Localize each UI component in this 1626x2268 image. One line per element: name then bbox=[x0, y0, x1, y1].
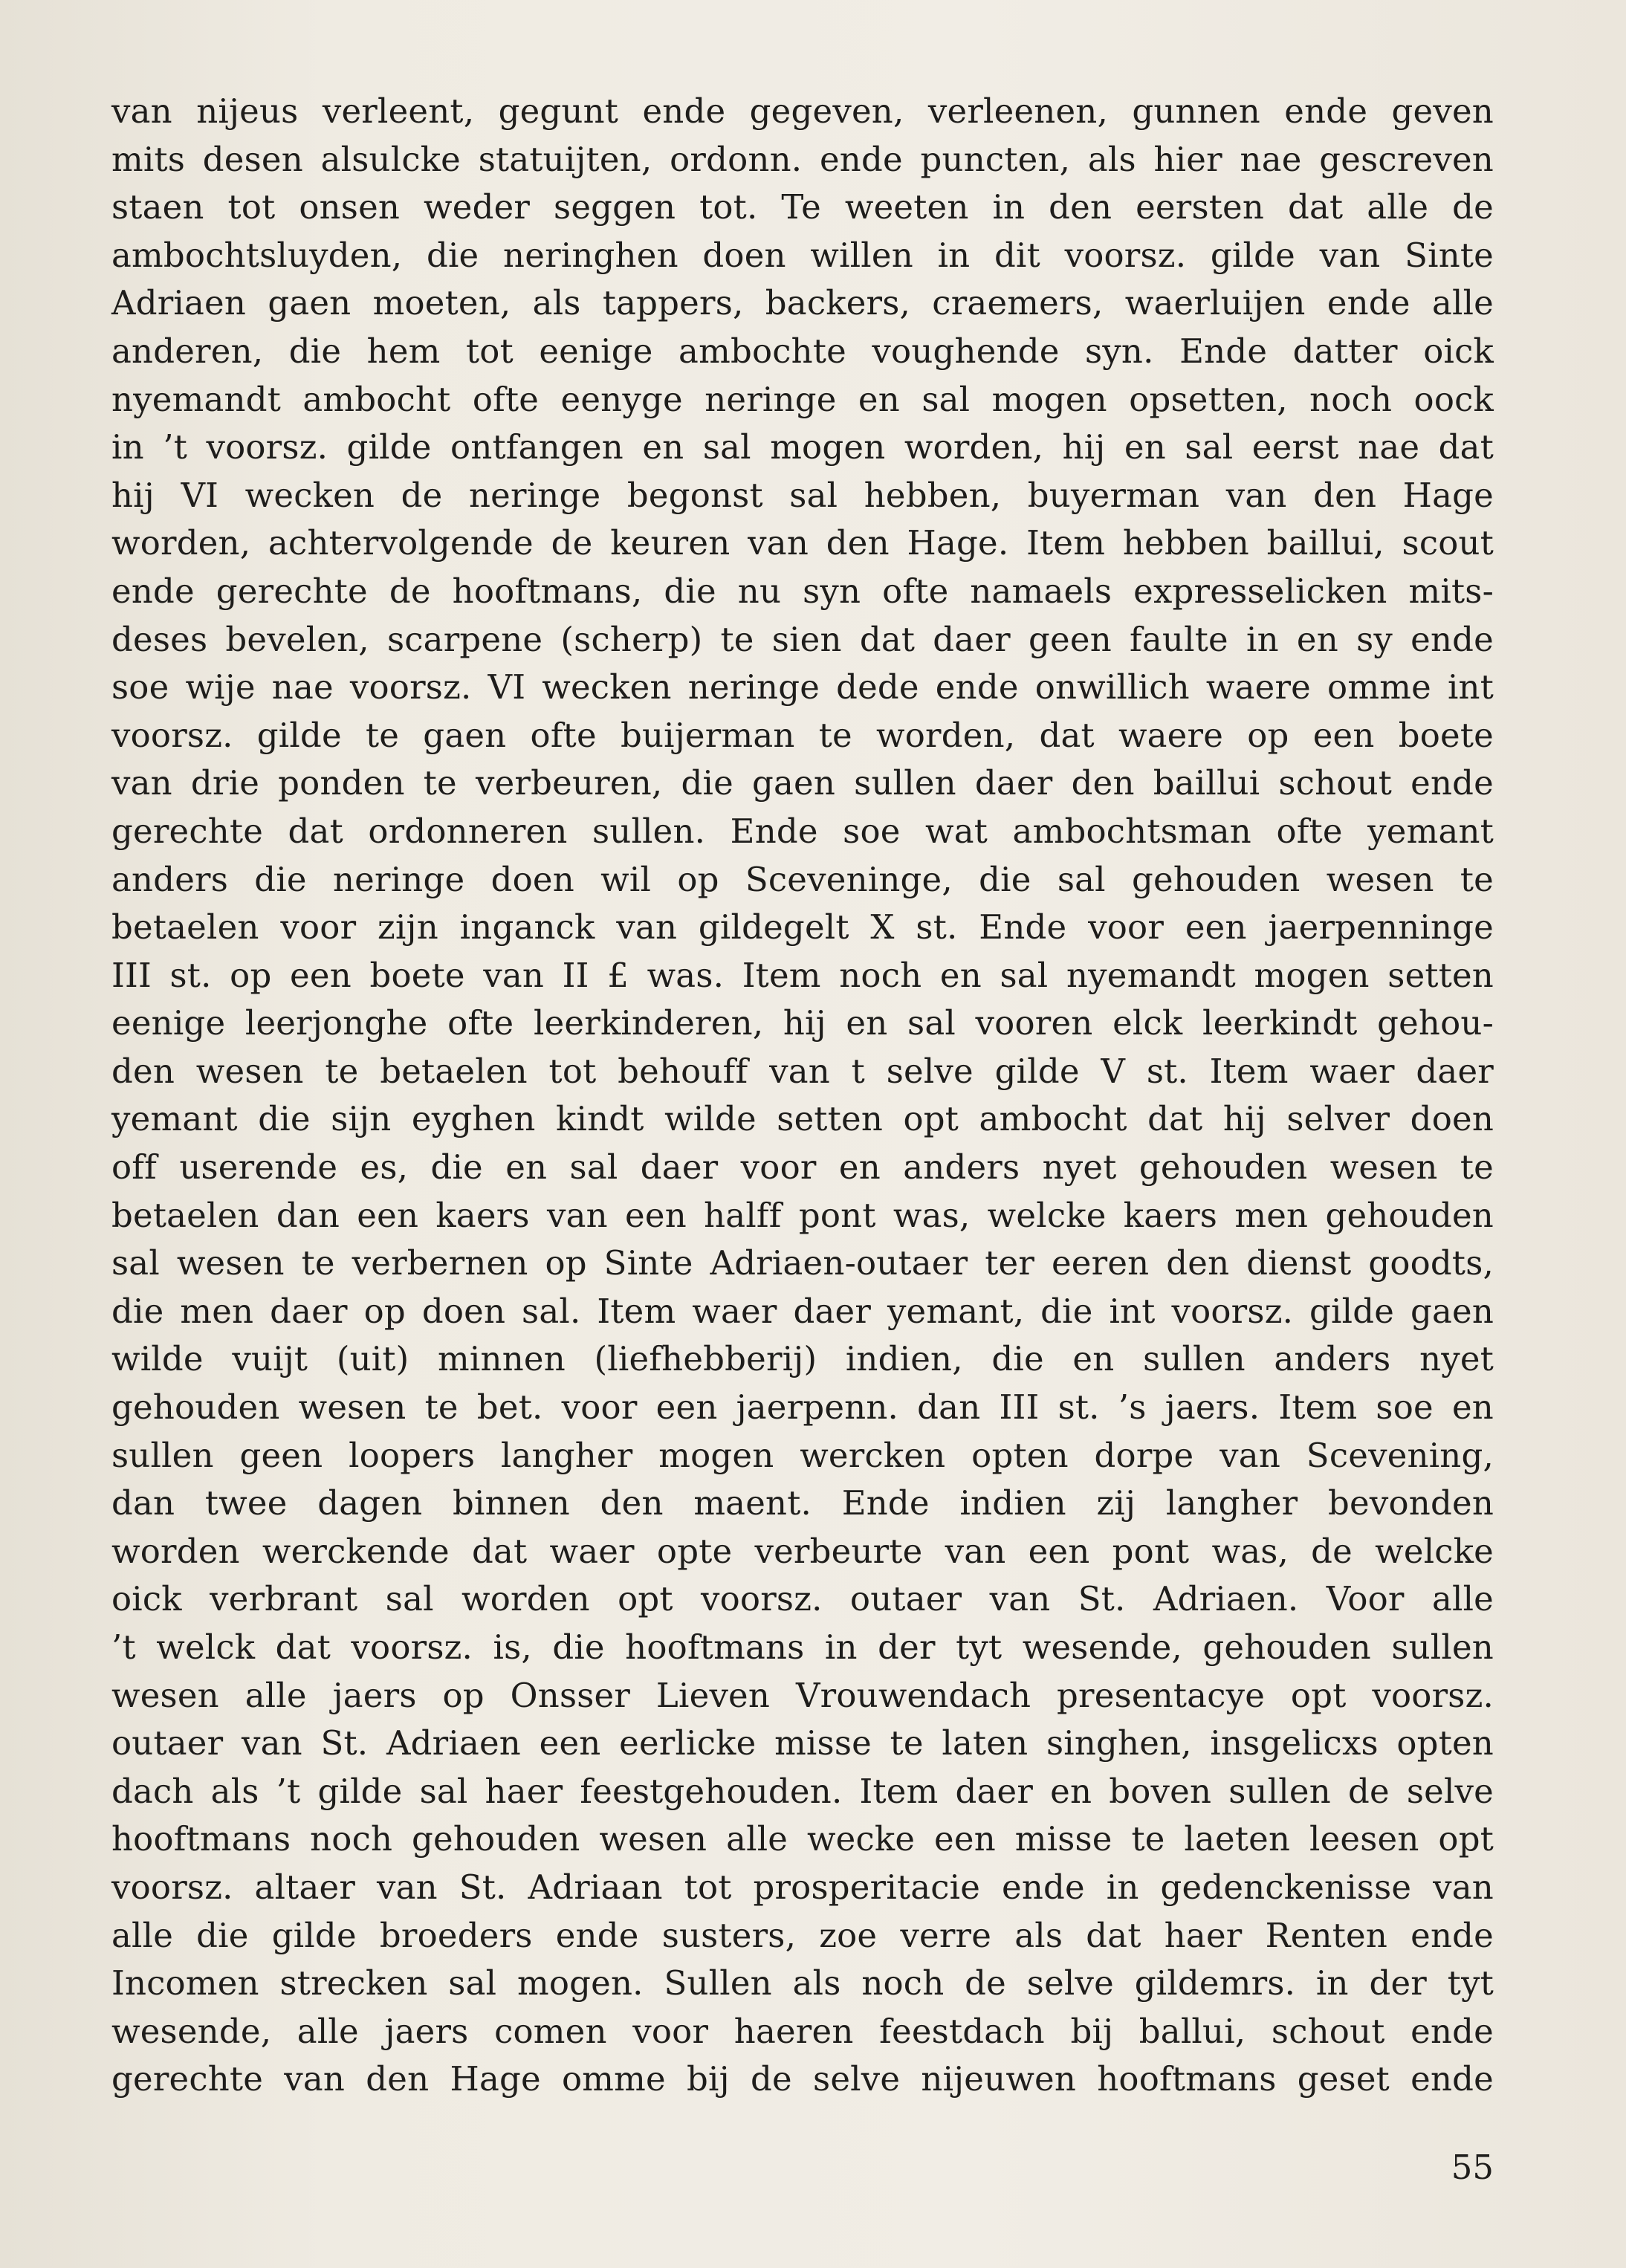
text-line: hij VI wecken de neringe begonst sal hebben, buyerman van den Hage bbox=[111, 475, 1494, 515]
text-line: worden, achtervolgende de keuren van den Hage. Item hebben baillui, scout bbox=[111, 523, 1494, 563]
body-text bbox=[111, 88, 1494, 2104]
text-line: oick verbrant sal worden opt voorsz. outaer van St. Adriaen. Voor alle bbox=[111, 1579, 1494, 1619]
text-line: van drie ponden te verbeuren, die gaen sullen daer den baillui schout ende bbox=[111, 763, 1494, 803]
text-line: anderen, die hem tot eenige ambochte voughende syn. Ende datter oick bbox=[111, 331, 1494, 371]
text-line: Incomen strecken sal mogen. Sullen als noch de selve gildemrs. in der tyt bbox=[111, 1963, 1494, 2003]
text-line: wesen alle jaers op Onsser Lieven Vrouwendach presentacye opt voorsz. bbox=[111, 1675, 1494, 1715]
text-line: III st. op een boete van II £ was. Item noch en sal nyemandt mogen setten bbox=[111, 955, 1494, 995]
text-line: gehouden wesen te bet. voor een jaerpenn. dan III st. ’s jaers. Item soe en bbox=[111, 1387, 1494, 1428]
text-line: ende gerechte de hooftmans, die nu syn ofte namaels expresselicken mits- bbox=[111, 571, 1494, 611]
text-line: den wesen te betaelen tot behouff van t selve gilde V st. Item waer daer bbox=[111, 1051, 1494, 1091]
text-line: wesende, alle jaers comen voor haeren feestdach bij ballui, schout ende bbox=[111, 2011, 1494, 2051]
text-line: worden werckende dat waer opte verbeurte van een pont was, de welcke bbox=[111, 1531, 1494, 1571]
text-line: van nijeus verleent, gegunt ende gegeven, verleenen, gunnen ende geven bbox=[111, 91, 1494, 131]
text-line: gerechte van den Hage omme bij de selve nijeuwen hooftmans geset ende bbox=[111, 2059, 1494, 2099]
text-line: nyemandt ambocht ofte eenyge neringe en sal mogen opsetten, noch oock bbox=[111, 379, 1494, 419]
page-number: 55 bbox=[1451, 2148, 1494, 2187]
text-line: mits desen alsulcke statuijten, ordonn. ende puncten, als hier nae gescreven bbox=[111, 139, 1494, 179]
text-line: deses bevelen, scarpene (scherp) te sien dat daer geen faulte in en sy ende bbox=[111, 619, 1494, 659]
text-line: anders die neringe doen wil op Sceveninge, die sal gehouden wesen te bbox=[111, 859, 1494, 899]
text-line: betaelen voor zijn inganck van gildegelt X st. Ende voor een jaerpenninge bbox=[111, 907, 1494, 947]
text-line: dach als ’t gilde sal haer feestgehouden. Item daer en boven sullen de selve bbox=[111, 1771, 1494, 1811]
text-line: eenige leerjonghe ofte leerkinderen, hij en sal vooren elck leerkindt gehou- bbox=[111, 1003, 1494, 1043]
text-line: ambochtsluyden, die neringhen doen willen in dit voorsz. gilde van Sinte bbox=[111, 235, 1494, 275]
text-line: alle die gilde broeders ende susters, zoe verre als dat haer Renten ende bbox=[111, 1915, 1494, 1955]
text-line: betaelen dan een kaers van een halff pont was, welcke kaers men gehouden bbox=[111, 1195, 1494, 1235]
text-line: die men daer op doen sal. Item waer daer yemant, die int voorsz. gilde gaen bbox=[111, 1291, 1494, 1331]
text-line: wilde vuijt (uit) minnen (liefhebberij) indien, die en sullen anders nyet bbox=[111, 1339, 1494, 1379]
text-line: Adriaen gaen moeten, als tappers, backers, craemers, waerluijen ende alle bbox=[111, 283, 1494, 323]
text-line: off userende es, die en sal daer voor en anders nyet gehouden wesen te bbox=[111, 1147, 1494, 1188]
text-line: staen tot onsen weder seggen tot. Te weeten in den eersten dat alle de bbox=[111, 187, 1494, 227]
text-line: gerechte dat ordonneren sullen. Ende soe wat ambochtsman ofte yemant bbox=[111, 811, 1494, 851]
text-line: voorsz. gilde te gaen ofte buijerman te worden, dat waere op een boete bbox=[111, 715, 1494, 755]
text-line: sal wesen te verbernen op Sinte Adriaen-outaer ter eeren den dienst goodts, bbox=[111, 1243, 1494, 1283]
text-line: voorsz. altaer van St. Adriaan tot prosperitacie ende in gedenckenisse van bbox=[111, 1867, 1494, 1907]
text-line: yemant die sijn eyghen kindt wilde setten opt ambocht dat hij selver doen bbox=[111, 1099, 1494, 1139]
text-line: hooftmans noch gehouden wesen alle wecke een misse te laeten leesen opt bbox=[111, 1819, 1494, 1859]
text-line: in ’t voorsz. gilde ontfangen en sal mogen worden, hij en sal eerst nae dat bbox=[111, 427, 1494, 467]
text-line: dan twee dagen binnen den maent. Ende indien zij langher bevonden bbox=[111, 1483, 1494, 1523]
text-line: ’t welck dat voorsz. is, die hooftmans in der tyt wesende, gehouden sullen bbox=[111, 1627, 1494, 1667]
text-line: outaer van St. Adriaen een eerlicke misse te laten singhen, insgelicxs opten bbox=[111, 1723, 1494, 1763]
text-line: soe wije nae voorsz. VI wecken neringe dede ende onwillich waere omme int bbox=[111, 667, 1494, 707]
text-line: sullen geen loopers langher mogen wercken opten dorpe van Scevening, bbox=[111, 1435, 1494, 1475]
